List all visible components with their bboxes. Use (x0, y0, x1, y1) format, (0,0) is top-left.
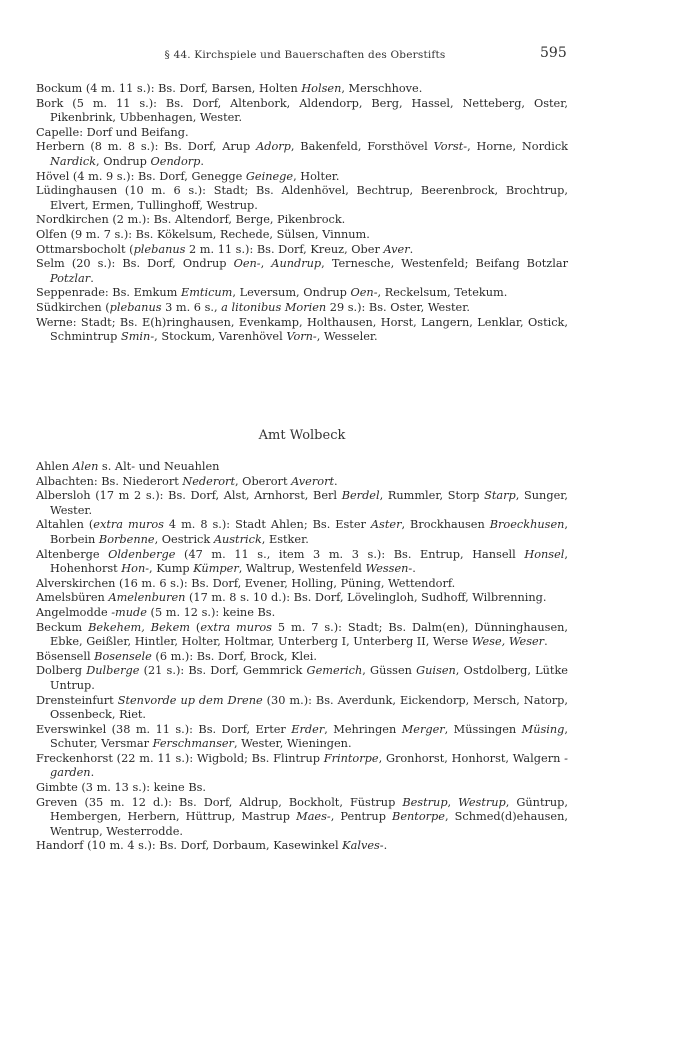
italic-term: Dulberge (86, 664, 140, 678)
entry-text: , Oestrick (154, 532, 214, 546)
italic-term: Wese, Weser (471, 635, 545, 649)
italic-term: Bentorpe (392, 810, 445, 824)
entry-text: Ahlen (36, 460, 73, 473)
italic-term: Oldenberge (108, 547, 176, 561)
italic-term: Emticum (180, 286, 233, 300)
list-item (36, 518, 568, 547)
entry-text: Lüdinghausen (10 m. 6 s.): Stadt; Bs. Aldenhövel, Bechtrup, Beerenbrock, Brochtrup, Elvert, Ermen, Tullinghoff, Westrup. (36, 184, 568, 212)
entry-text: . (409, 242, 414, 256)
entry-text: Seppenrade: Bs. Emkum (36, 286, 181, 300)
italic-term: Vorst- (433, 140, 468, 154)
list-item (36, 475, 568, 490)
italic-term: Bekehem, Bekem (88, 620, 191, 634)
italic-term: Oendorp (150, 154, 201, 168)
italic-term: Maes- (296, 810, 331, 824)
entry-list-section-2 (36, 460, 568, 854)
italic-term: Westrup (458, 795, 506, 809)
entry-text: , (260, 257, 272, 271)
italic-term: a litonibus Morien (221, 300, 327, 314)
list-item (36, 650, 568, 665)
entry-text: , Borbein (50, 518, 568, 546)
entry-text: , Estker. (261, 532, 309, 546)
entry-text: , Brockhausen (401, 518, 490, 532)
entry-text: Freckenhorst (22 m. 11 s.): Wigbold; Bs. Flintrup (36, 751, 324, 765)
entry-text: Capelle: Dorf und Beifang. (36, 125, 189, 139)
entry-text: , Schuter, Versmar (50, 722, 568, 751)
italic-term: Ferschmanser (152, 737, 234, 751)
italic-term: Adorp (256, 140, 291, 154)
entry-text: , Wesseler. (316, 330, 378, 344)
entry-text: 3 m. 6 s., (161, 300, 222, 314)
entry-text: 29 s.): Bs. Oster, Wester. (326, 300, 470, 314)
italic-term: Erder (291, 722, 325, 736)
entry-text: . (412, 562, 416, 576)
entry-text: . (200, 154, 204, 168)
list-item (36, 243, 568, 258)
entry-text: , Wester, Wieningen. (233, 737, 352, 751)
entry-text: , Horne, Nordick (467, 140, 568, 154)
entry-text: Alverskirchen (16 m. 6 s.): Bs. Dorf, Evener, Holling, Püning, Wettendorf. (36, 576, 456, 590)
italic-term: Kalves- (342, 839, 384, 853)
list-item (36, 316, 568, 345)
entry-text: (6 m.): Bs. Dorf, Brock, Klei. (151, 649, 318, 663)
italic-term: Amelenburen (108, 591, 186, 605)
list-item (36, 664, 568, 693)
italic-term: -garden (50, 751, 568, 780)
list-item (36, 796, 568, 840)
list-item (36, 126, 568, 141)
page-number: 595 (540, 45, 567, 61)
entry-text: . (90, 766, 95, 780)
entry-text: , Holter. (293, 169, 340, 183)
entry-text: , Mehringen (324, 722, 402, 736)
italic-term: Geinege (245, 169, 294, 183)
entry-text: . (334, 474, 338, 488)
entry-text: Selm (20 s.): Bs. Dorf, Ondrup (36, 257, 234, 271)
italic-term: Holsen (301, 82, 342, 95)
italic-term: Smin- (120, 330, 155, 344)
entry-text: Amelsbüren (36, 591, 109, 605)
entry-text: , Reckelsum, Tetekum. (377, 286, 508, 300)
italic-term: Bestrup (402, 795, 448, 809)
italic-term: Vorn- (286, 330, 317, 344)
entry-text: , Güntrup, Hembergen, Herbern, Hüttrup, Mastrup (50, 795, 568, 824)
list-item (36, 723, 568, 752)
entry-text: 5 m. 7 s.): Stadt; Bs. Dalm(en), Dünninghausen, Ebke, Geißler, Hintler, Holter, Holtmar, Unterberg I, Unterberg II, Werse (50, 620, 569, 649)
entry-text: , Bakenfeld, Forsthövel (290, 140, 434, 154)
entry-text: , Gronhorst, Honhorst, Walgern (378, 751, 565, 765)
list-item (36, 694, 568, 723)
entry-text: Olfen (9 m. 7 s.): Bs. Kökelsum, Rechede, Sülsen, Vinnum. (36, 227, 370, 241)
entry-text: Bösensell (36, 649, 95, 663)
entry-text: Altenberge (36, 547, 109, 561)
italic-term: Aster (370, 518, 402, 532)
list-item (36, 839, 568, 854)
entry-text: Altahlen ( (36, 518, 94, 532)
entry-text: , Hohenhorst (50, 547, 568, 576)
entry-text: , Güssen (362, 664, 417, 678)
entry-text: . (383, 839, 388, 853)
italic-term: Hon- (121, 562, 150, 576)
entry-text: , Ondrup (96, 154, 151, 168)
entry-text: Handorf (10 m. 4 s.): Bs. Dorf, Dorbaum, Kasewinkel (36, 839, 343, 853)
list-item (36, 752, 568, 781)
entry-text: . (90, 271, 94, 285)
entry-text: , Sunger, Wester. (50, 489, 569, 517)
list-item (36, 606, 568, 621)
italic-term: Austrick (213, 532, 262, 546)
italic-term: extra muros (93, 518, 164, 532)
list-item (36, 781, 568, 796)
entry-text: , Pentrup (330, 810, 393, 824)
entry-text: Drensteinfurt (36, 693, 118, 707)
italic-term: Müsing (521, 722, 565, 736)
list-item (36, 213, 568, 228)
entry-text: , (447, 795, 459, 809)
entry-text: (17 m. 8 s. 10 d.): Bs. Dorf, Lövelingloh, Sudhoff, Wilbrenning. (185, 591, 547, 605)
entry-text: Nordkirchen (2 m.): Bs. Altendorf, Berge, Pikenbrock. (36, 213, 346, 227)
entry-text: Dolberg (36, 664, 87, 678)
list-item (36, 591, 568, 606)
entry-text: Everswinkel (38 m. 11 s.): Bs. Dorf, Erter (36, 722, 292, 736)
italic-term: Berdel (341, 489, 380, 503)
list-item (36, 621, 568, 650)
list-item (36, 460, 568, 475)
italic-term: Bosensele (94, 649, 152, 663)
entry-text: Hövel (4 m. 9 s.): Bs. Dorf, Genegge (36, 169, 246, 183)
italic-term: plebanus (133, 242, 186, 256)
entry-text: Bork (5 m. 11 s.): Bs. Dorf, Altenbork, Aldendorp, Berg, Hassel, Netteberg, Oster, Pikenbrink, Ubbenhagen, Wester. (36, 96, 568, 125)
list-item (36, 489, 568, 518)
entry-text: (30 m.): Bs. Averdunk, Eickendorp, Mersch, Natorp, Ossenbeck, Riet. (50, 693, 568, 722)
entry-text: ( (190, 620, 201, 634)
list-item (36, 301, 568, 316)
italic-term: Starp (484, 489, 516, 503)
entry-text: Gimbte (3 m. 13 s.): keine Bs. (36, 781, 207, 795)
entry-text: , Rummler, Storp (379, 489, 485, 503)
entry-text: (47 m. 11 s., item 3 m. 3 s.): Bs. Entrup, Hansell (175, 547, 525, 561)
entry-text: , Stockum, Varenhövel (154, 330, 287, 344)
italic-term: Honsel (524, 547, 565, 561)
entry-text: , Oberort (235, 474, 292, 488)
italic-term: Alen (72, 460, 99, 473)
italic-term: Stenvorde up dem Drene (117, 693, 263, 707)
italic-term: Nardick (50, 154, 97, 168)
section-heading: Amt Wolbeck (258, 428, 346, 443)
list-item (36, 577, 568, 592)
list-item (36, 184, 568, 213)
entry-text: Beckum (36, 620, 89, 634)
italic-term: Merger (401, 722, 445, 736)
entry-text: , Ternesche, Westenfeld; Beifang Botzlar (321, 257, 568, 271)
italic-term: Guisen (416, 664, 456, 678)
entry-text: (5 m. 12 s.): keine Bs. (146, 605, 276, 619)
entry-text: Greven (35 m. 12 d.): Bs. Dorf, Aldrup, Bockholt, Füstrup (36, 795, 403, 809)
entry-text: . (544, 635, 548, 649)
list-item (36, 140, 568, 169)
italic-term: Gemerich (306, 664, 363, 678)
entry-text: Werne: Stadt; Bs. E(h)ringhausen, Evenkamp, Holthausen, Horst, Langern, Lenklar, Ostick, Schmintrup (36, 315, 568, 344)
list-item (36, 548, 568, 577)
italic-term: Kümper (193, 562, 239, 576)
italic-term: Nederort (182, 474, 235, 488)
entry-text: , Schmed(d)ehausen, Wentrup, Westerrodde. (50, 810, 568, 838)
italic-term: Potzlar (50, 271, 91, 285)
list-item (36, 286, 568, 301)
list-item (36, 228, 568, 243)
italic-term: Oen- (233, 257, 261, 271)
entry-list-section-1 (36, 82, 568, 345)
entry-text: Angelmodde (36, 605, 112, 619)
entry-text: Bockum (4 m. 11 s.): Bs. Dorf, Barsen, Holten (36, 82, 302, 95)
italic-term: Averort (291, 474, 335, 488)
italic-term: Oen- (350, 286, 378, 300)
entry-text: , Leversum, Ondrup (232, 286, 351, 300)
entry-text: , Kump (149, 562, 194, 576)
running-header: § 44. Kirchspiele und Bauerschaften des Oberstifts (164, 49, 446, 61)
list-item (36, 170, 568, 185)
italic-term: -mude (111, 605, 147, 619)
italic-term: Wessen- (365, 562, 413, 576)
entry-text: 4 m. 8 s.): Stadt Ahlen; Bs. Ester (163, 518, 371, 532)
italic-term: Borbenne (98, 532, 155, 546)
list-item (36, 97, 568, 126)
italic-term: plebanus (109, 300, 162, 314)
entry-text: Albachten: Bs. Niederort (36, 474, 183, 488)
entry-text: , Waltrup, Westenfeld (238, 562, 366, 576)
list-item (36, 82, 568, 97)
entry-text: Ottmarsbocholt ( (36, 242, 134, 256)
list-item (36, 257, 568, 286)
entry-text: 2 m. 11 s.): Bs. Dorf, Kreuz, Ober (185, 242, 384, 256)
italic-term: Aundrup (271, 257, 322, 271)
italic-term: Aver (383, 242, 410, 256)
italic-term: Broeckhusen (489, 518, 565, 532)
entry-text: , Merschhove. (341, 82, 423, 95)
entry-text: Südkirchen ( (36, 300, 110, 314)
entry-text: Herbern (8 m. 8 s.): Bs. Dorf, Arup (36, 140, 257, 154)
entry-text: Albersloh (17 m 2 s.): Bs. Dorf, Alst, Arnhorst, Berl (36, 489, 342, 503)
italic-term: extra muros (200, 620, 272, 634)
entry-text: , Müssingen (444, 722, 522, 736)
entry-text: , Ostdolberg, Lütke Untrup. (50, 664, 568, 692)
entry-text: s. Alt- und Neuahlen (98, 460, 220, 473)
italic-term: Frintorpe (323, 751, 379, 765)
entry-text: (21 s.): Bs. Dorf, Gemmrick (139, 664, 307, 678)
